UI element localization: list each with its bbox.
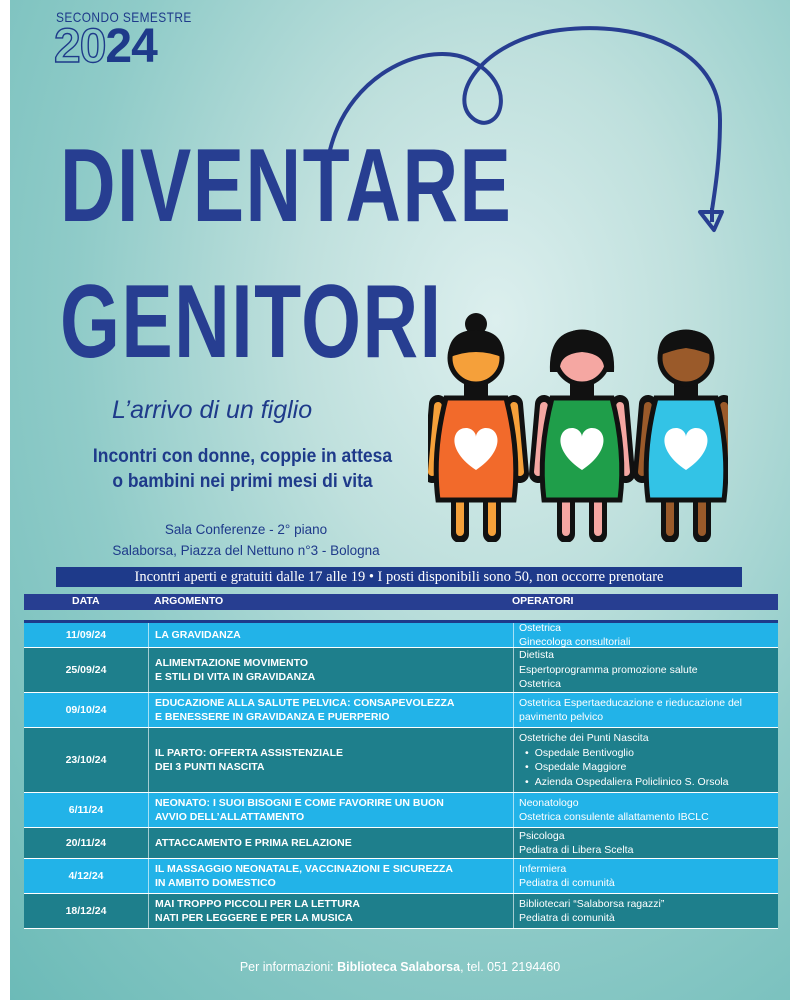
row-topic [149,793,514,827]
row-topic [149,894,514,928]
figure-2 [538,330,626,534]
row-operators [514,648,778,692]
row-topic-line: ATTACCAMENTO E PRIMA RELAZIONE [155,837,352,849]
info-banner: Incontri aperti e gratuiti dalle 17 alle 19 • I posti disponibili sono 50, non occorre prenotare [56,567,742,587]
row-topic [149,623,514,647]
row-topic-line: E BENESSERE IN GRAVIDANZA E PUERPERIO [155,711,390,723]
row-topic-line: MAI TROPPO PICCOLI PER LA LETTURA [155,898,360,910]
operator-line: Infermiera [519,862,567,875]
title-line1: DIVENTARE [60,128,513,244]
row-topic [149,859,514,893]
row-date: 11/09/24 [24,623,149,647]
schedule-table [24,594,778,929]
row-date: 25/09/24 [24,648,149,692]
venue-line1: Sala Conferenze - 2° piano [164,522,328,537]
header-operators: OPERATORI [512,595,574,607]
title-line2: GENITORI [60,264,443,380]
row-topic [149,828,514,858]
row-topic-line: ALIMENTAZIONE MOVIMENTO [155,657,309,669]
operator-line: Dietista [519,649,555,662]
operator-line: Ostetrica Espertaeducazione e rieducazione del [519,696,742,709]
operator-line: Espertoprogramma promozione salute [519,663,698,676]
operator-line: Neonatologo [519,796,579,809]
row-topic-line: E STILI DI VITA IN GRAVIDANZA [155,671,316,683]
figure-3 [642,330,728,534]
operator-line: Ostetrica [519,678,562,691]
row-topic-line: LA GRAVIDANZA [155,629,241,641]
row-date: 18/12/24 [24,894,149,928]
tagline-line1: Incontri con donne, coppie in attesa [92,446,393,467]
semester-year [54,20,157,73]
pregnant-figures-illustration [428,312,728,542]
row-operators [514,793,778,827]
table-row [24,623,778,648]
operator-line: Pediatra di Libera Scelta [519,844,634,856]
footer-prefix: Per informazioni: [239,960,338,974]
row-date: 20/11/24 [24,828,149,858]
row-operators [514,728,778,792]
row-operators [514,894,778,928]
operator-line: Pediatra di comunità [519,877,615,889]
table-row [24,894,778,929]
header-topic: ARGOMENTO [154,595,224,607]
operator-line: Pediatra di comunità [519,912,615,924]
row-topic-line: AVVIO DELL’ALLATTAMENTO [155,811,305,823]
table-row [24,859,778,894]
year-solid: 24 [105,20,157,73]
footer-suffix: , tel. 051 2194460 [460,960,561,974]
venue-line2: Salaborsa, Piazza del Nettuno n°3 - Bologna [112,543,380,558]
table-row [24,693,778,728]
row-topic-line: IN AMBITO DOMESTICO [155,877,276,889]
table-header [24,594,778,610]
operator-line: Ostetrica consulente allattamento IBCLC [519,811,709,823]
row-topic [149,728,514,792]
operator-line: pavimento pelvico [519,711,604,723]
row-topic-line: IL MASSAGGIO NEONATALE, VACCINAZIONI E SICUREZZA [155,863,453,875]
tagline-line2: o bambini nei primi mesi di vita [112,471,373,492]
row-operators [514,859,778,893]
operator-bullet: • Ospedale Bentivoglio [519,746,778,761]
footer-info [0,960,800,974]
venue [60,519,432,561]
table-body [24,623,778,929]
operator-line: Bibliotecari “Salaborsa ragazzi” [519,897,665,910]
operator-bullet: • Ospedale Maggiore [519,760,778,775]
semester-label: SECONDO SEMESTRE [56,9,192,25]
table-row [24,793,778,828]
row-date: 6/11/24 [24,793,149,827]
row-topic-line: IL PARTO: OFFERTA ASSISTENZIALE [155,747,344,759]
tagline [84,444,401,494]
figure-1 [432,313,520,534]
table-row [24,728,778,793]
row-operators [514,623,778,647]
row-topic-line: NATI PER LEGGERE E PER LA MUSICA [155,912,353,924]
table-row [24,828,778,859]
operator-line: Ginecologa consultoriali [519,636,631,648]
row-date: 4/12/24 [24,859,149,893]
year-outline: 20 [54,20,106,73]
row-date: 09/10/24 [24,693,149,727]
row-topic-line: EDUCAZIONE ALLA SALUTE PELVICA: CONSAPEVOLEZZA [155,697,455,709]
operator-line: Psicologa [519,829,565,842]
table-row [24,648,778,693]
footer-org: Biblioteca Salaborsa [337,960,461,974]
row-operators [514,828,778,858]
operator-line: Ostetrica [519,621,562,634]
operator-line: Ostetriche dei Punti Nascita [519,732,649,744]
row-operators [514,693,778,727]
row-topic [149,648,514,692]
subtitle: L’arrivo di un figlio [112,396,313,424]
row-topic-line: NEONATO: I SUOI BISOGNI E COME FAVORIRE UN BUON [155,797,444,809]
header-date: DATA [72,595,100,607]
row-topic-line: DEI 3 PUNTI NASCITA [155,761,265,773]
row-date: 23/10/24 [24,728,149,792]
operator-bullet: • Azienda Ospedaliera Policlinico S. Orsola [519,775,778,790]
row-topic [149,693,514,727]
